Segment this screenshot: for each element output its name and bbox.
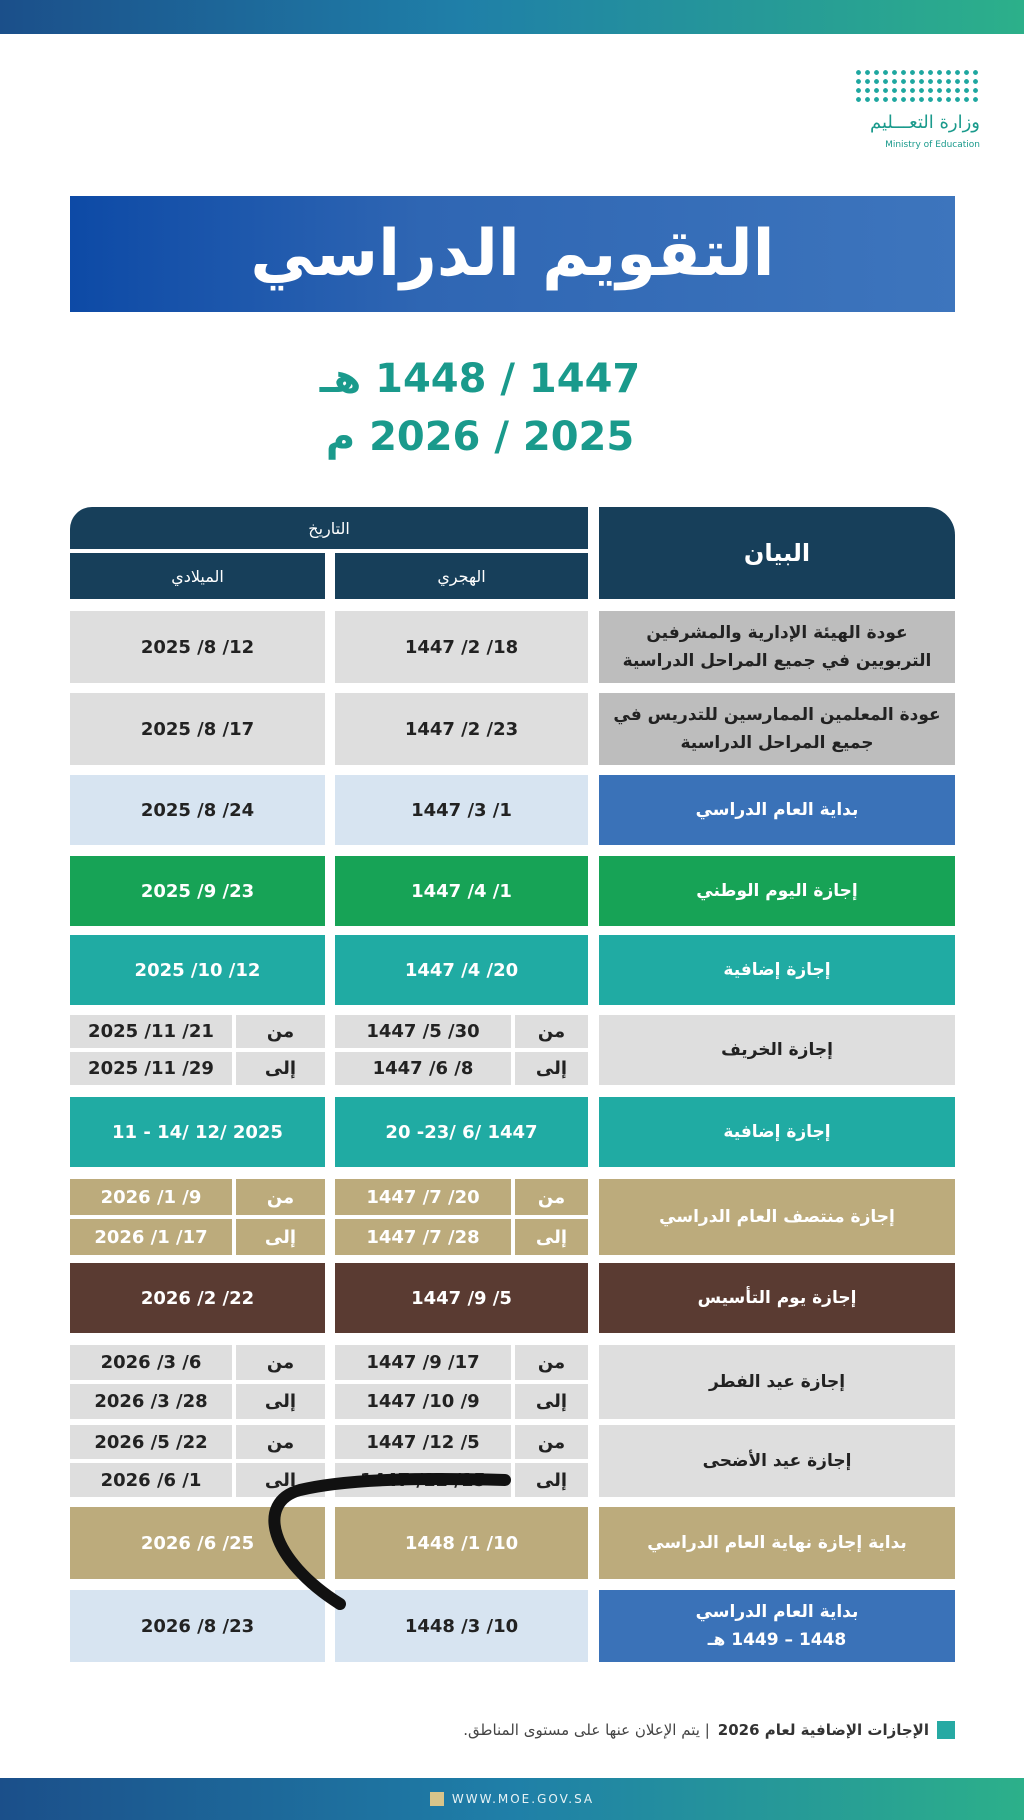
gregorian-date: 2025 /8 /24 [70,775,325,845]
table-row [70,1425,955,1497]
gregorian-from-date: 2025 /11 /21 [70,1015,232,1048]
hijri-to-date: 1447 /10 /9 [335,1384,511,1419]
to-label: إلى [236,1384,325,1419]
row-label [599,1263,955,1333]
row-label-text: بداية إجازة نهاية العام الدراسي [647,1533,907,1553]
hijri-date: 1447 /2 /23 [335,693,588,765]
table-row [70,1507,955,1579]
title-banner [70,196,955,312]
row-label [599,1179,955,1255]
gregorian-from-date: 2026 /3 /6 [70,1345,232,1380]
logo-dots-icon [854,68,978,104]
hijri-from-date: 1447 /5 /30 [335,1015,511,1048]
row-label [599,775,955,845]
row-label [599,1425,955,1497]
hijri-to-date: 1447 /12 /15 [335,1463,511,1497]
hijri-date: 1447 /4 /1 [335,856,588,926]
gregorian-to-date: 2026 /3 /28 [70,1384,232,1419]
to-label: إلى [515,1219,588,1255]
from-label: من [515,1179,588,1215]
footnote [380,1716,955,1744]
from-label: من [236,1015,325,1048]
table-row [70,1179,955,1255]
to-label: إلى [515,1052,588,1085]
row-label-text: عودة الهيئة الإدارية والمشرفين التربويين في جميع المراحل الدراسية [622,623,932,671]
from-label: من [515,1345,588,1380]
hijri-date: 1447 /4 /20 [335,935,588,1005]
header-gregorian: الميلادي [70,553,325,599]
from-label: من [515,1015,588,1048]
logo-name-ar: وزارة التعـــليم [869,112,980,133]
row-label-text: بداية العام الدراسي [695,1602,859,1622]
table-row [70,1097,955,1167]
row-label [599,693,955,765]
hijri-date: 1448 /3 /10 [335,1590,588,1662]
gregorian-date: 2025 /10 /12 [70,935,325,1005]
gregorian-date: 2026 /6 /25 [70,1507,325,1579]
to-label: إلى [236,1463,325,1497]
row-label-text: إجازة اليوم الوطني [696,881,858,901]
table-row [70,611,955,683]
to-label: إلى [236,1219,325,1255]
gregorian-date: 2026 /2 /22 [70,1263,325,1333]
row-label-text: عودة المعلمين الممارسين للتدريس في جميع المراحل الدراسية [613,705,941,753]
hijri-to-date: 1447 /7 /28 [335,1219,511,1255]
row-label [599,1097,955,1167]
row-label [599,856,955,926]
table-row [70,693,955,765]
page-title: التقويم الدراسي [250,217,775,291]
gregorian-to-date: 2026 /6 /1 [70,1463,232,1497]
header-statement: البيان [599,507,955,599]
row-label-text: إجازة يوم التأسيس [697,1288,857,1308]
academic-year [300,350,660,466]
from-label: من [236,1345,325,1380]
footnote-square-icon [937,1721,955,1739]
row-label [599,1345,955,1419]
website-link[interactable]: WWW.MOE.GOV.SA [451,1792,595,1806]
gregorian-to-date: 2026 /1 /17 [70,1219,232,1255]
row-label-text: بداية العام الدراسي [695,800,859,820]
gregorian-year: 2025 / 2026 م [325,414,635,460]
row-label [599,1590,955,1662]
gregorian-date: 2026 /8 /23 [70,1590,325,1662]
row-label-text: إجازة عيد الفطر [708,1372,846,1392]
row-label-text: إجازة عيد الأضحى [702,1451,852,1471]
footnote-rest: | يتم الإعلان عنها على مستوى المناطق. [463,1721,710,1739]
row-label-subtext: 1448 – 1449 هـ [707,1630,847,1650]
row-label-text: إجازة منتصف العام الدراسي [659,1207,895,1227]
row-label-text: إجازة الخريف [721,1040,833,1060]
hijri-from-date: 1447 /12 /5 [335,1425,511,1459]
header-hijri: الهجري [335,553,588,599]
hijri-date: 1448 /1 /10 [335,1507,588,1579]
hijri-date: 20 -23/ 6/ 1447 [335,1097,588,1167]
top-color-bar [0,0,1024,34]
row-label-text: إجازة إضافية [723,1122,831,1142]
table-row [70,1015,955,1085]
hijri-date: 1447 /3 /1 [335,775,588,845]
gregorian-to-date: 2025 /11 /29 [70,1052,232,1085]
row-label [599,1507,955,1579]
hijri-from-date: 1447 /9 /17 [335,1345,511,1380]
header-date: التاريخ [70,507,588,549]
to-label: إلى [515,1463,588,1497]
hijri-year: 1447 / 1448 هـ [319,356,641,402]
row-label [599,935,955,1005]
from-label: من [515,1425,588,1459]
hijri-date: 1447 /9 /5 [335,1263,588,1333]
logo-name-en: Ministry of Education [885,140,980,150]
table-row [70,1263,955,1333]
table-row [70,1345,955,1419]
hijri-date: 1447 /2 /18 [335,611,588,683]
gregorian-date: 2025 /8 /17 [70,693,325,765]
hijri-to-date: 1447 /6 /8 [335,1052,511,1085]
gregorian-date: 2025 /8 /12 [70,611,325,683]
gregorian-date: 11 - 14/ 12/ 2025 [70,1097,325,1167]
hijri-from-date: 1447 /7 /20 [335,1179,511,1215]
gregorian-from-date: 2026 /5 /22 [70,1425,232,1459]
gregorian-date: 2025 /9 /23 [70,856,325,926]
row-label-text: إجازة إضافية [723,960,831,980]
row-label [599,611,955,683]
ministry-logo [844,64,984,164]
table-row [70,935,955,1005]
bottom-color-bar [0,1778,1024,1820]
to-label: إلى [236,1052,325,1085]
footnote-lead: الإجازات الإضافية لعام 2026 [717,1721,929,1739]
from-label: من [236,1425,325,1459]
row-label [599,1015,955,1085]
table-row [70,856,955,926]
to-label: إلى [515,1384,588,1419]
table-row [70,775,955,845]
gregorian-from-date: 2026 /1 /9 [70,1179,232,1215]
from-label: من [236,1179,325,1215]
table-row [70,1590,955,1662]
web-icon [430,1792,444,1806]
